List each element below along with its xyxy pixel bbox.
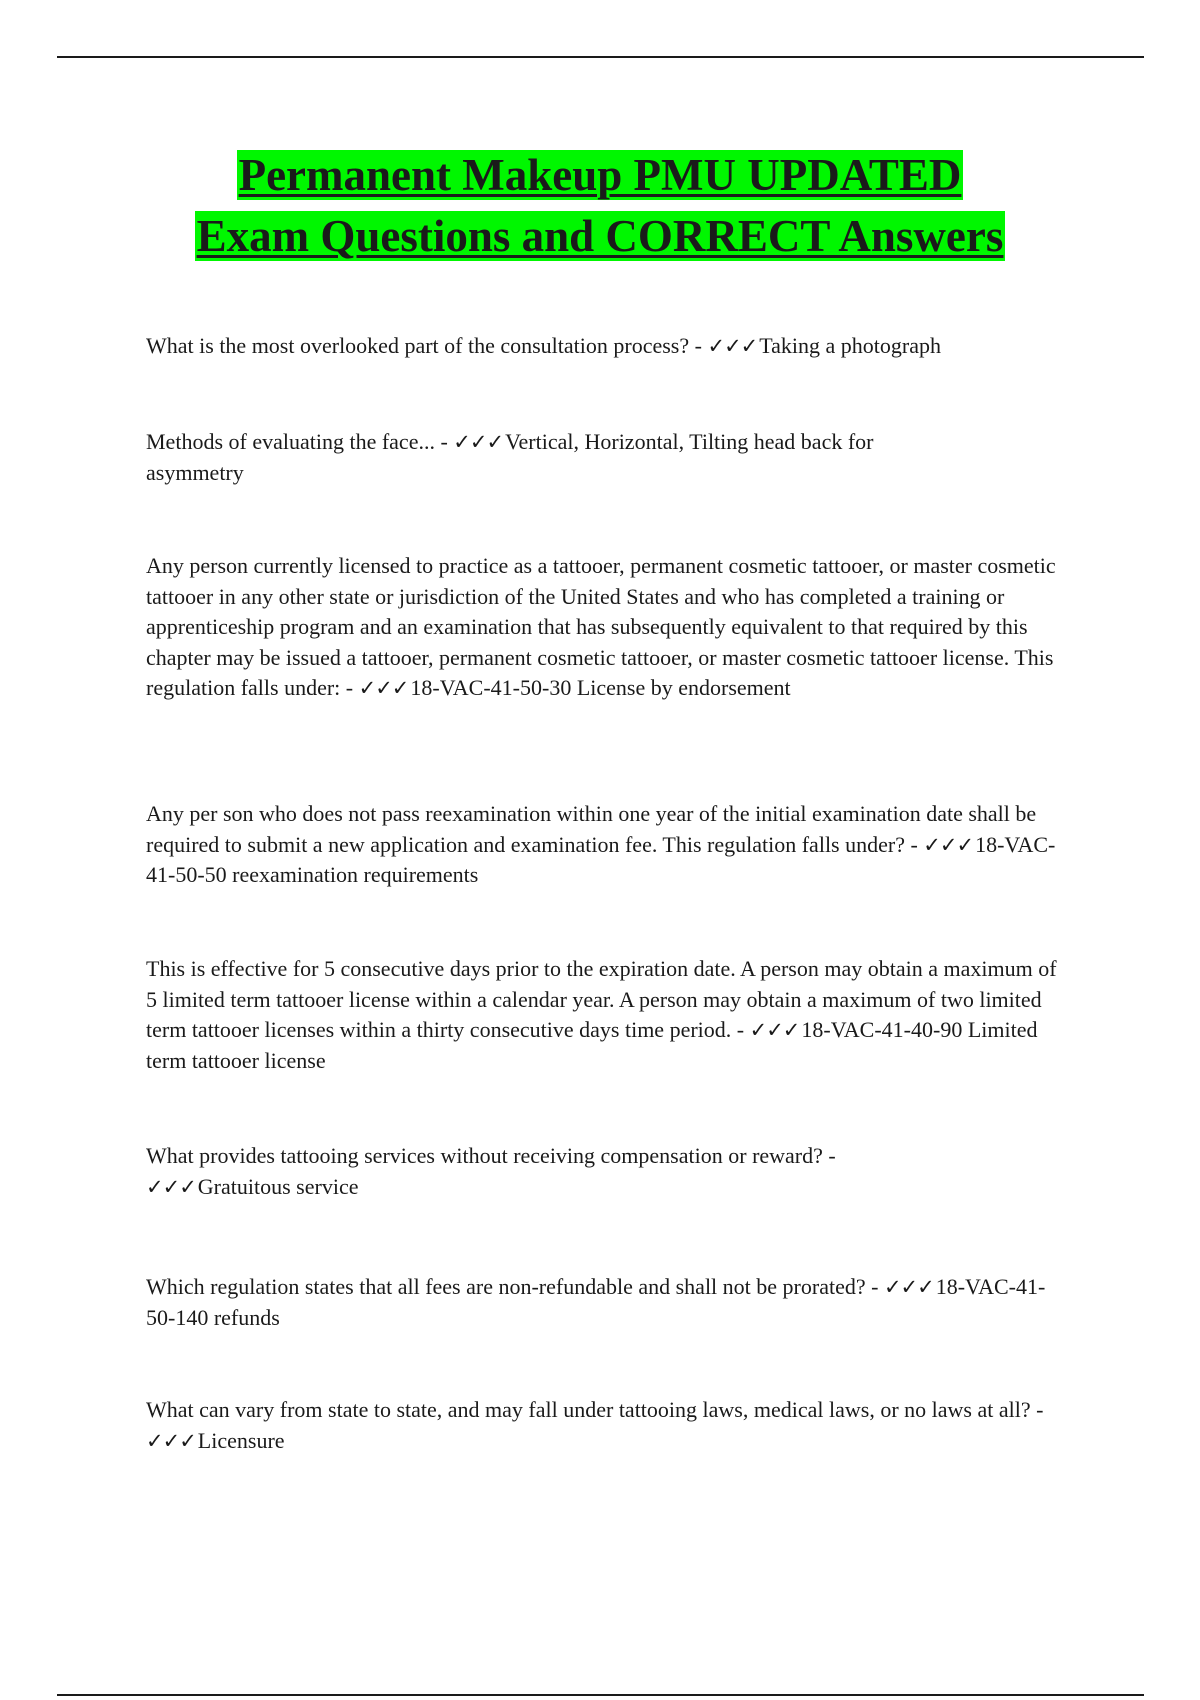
title-line-1: Permanent Makeup PMU UPDATED (238, 150, 962, 200)
title-line-2: Exam Questions and CORRECT Answers (196, 211, 1004, 261)
checkmark-icon: ✓✓✓ (146, 1428, 196, 1453)
question-text: Any per son who does not pass reexamination within one year of the initial examination date shall be required to submit a new application and examination fee. This regulation falls under? - (146, 801, 1037, 857)
question-text: What can vary from state to state, and may fall under tattooing laws, medical laws, or no laws at all? - (146, 1397, 1044, 1422)
qa-item-6 (146, 1141, 926, 1202)
qa-item-3 (146, 551, 1066, 704)
footer-rule (57, 1694, 1144, 1696)
answer-text: Taking a photograph (759, 333, 942, 358)
qa-item-2 (146, 427, 976, 488)
question-text: Any person currently licensed to practice as a tattooer, permanent cosmetic tattooer, or master cosmetic tattooer in any other state or jurisdiction of the United States and who has completed a training or apprenticeship program and an examination that has subsequently equivalent to that required by this chapter may be issued a tattooer, permanent cosmetic tattooer, or master cosmetic tattooer license. This regulation falls under: - (146, 553, 1056, 700)
answer-text: Gratuitous service (197, 1173, 359, 1199)
question-text: What provides tattooing services without receiving compensation or reward? - (146, 1143, 836, 1168)
checkmark-icon: ✓✓✓ (453, 430, 504, 454)
qa-item-1 (146, 331, 1066, 362)
answer-text: 18-VAC-41-50-140 refunds (146, 1274, 1046, 1330)
answer-text: 18-VAC-41-50-30 License by endorsement (410, 675, 791, 700)
checkmark-icon: ✓✓✓ (358, 676, 409, 700)
answer-text: Vertical, Horizontal, Tilting head back for asymmetry (146, 429, 874, 485)
qa-item-5 (146, 954, 1066, 1076)
checkmark-icon: ✓✓✓ (923, 832, 974, 857)
question-text: Which regulation states that all fees are non-refundable and shall not be prorated? - (146, 1274, 884, 1299)
qa-item-7 (146, 1272, 1066, 1333)
answer-text: 18-VAC-41-50-50 reexamination requirements (146, 831, 1056, 887)
answer-text: 18-VAC-41-40-90 Limited term tattooer license (146, 1017, 1038, 1073)
question-text: What is the most overlooked part of the consultation process? - (146, 333, 708, 358)
document-title (0, 145, 1200, 267)
checkmark-icon: ✓✓✓ (146, 1174, 196, 1199)
qa-item-8 (146, 1395, 1066, 1456)
question-text: Methods of evaluating the face... - (146, 429, 454, 454)
question-text: This is effective for 5 consecutive days prior to the expiration date. A person may obtain a maximum of 5 limited term tattooer license within a calendar year. A person may obtain a maximum of two limited term tattooer licenses within a thirty consecutive days time period. - (146, 956, 1057, 1042)
checkmark-icon: ✓✓✓ (749, 1018, 800, 1042)
checkmark-icon: ✓✓✓ (883, 1275, 934, 1299)
answer-text: Licensure (197, 1427, 285, 1453)
qa-item-4 (146, 799, 1066, 891)
header-rule (57, 56, 1144, 58)
checkmark-icon: ✓✓✓ (707, 334, 758, 358)
